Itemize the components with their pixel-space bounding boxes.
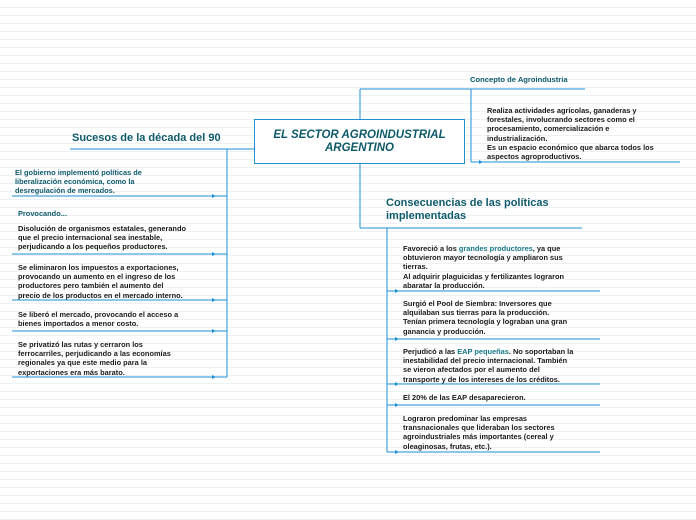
sucesos-item-5[interactable]: Se privatizó las rutas y cerraron los ferrocarriles, perjudicando a las economías regionales ya que este medio para la exportaciones era más barato.	[18, 340, 171, 377]
concepto-text[interactable]: Realiza actividades agrícolas, ganaderas y forestales, involucrando sectores como el procesamiento, comercialización e industrialización. Es un espacio económico que abarca todos los aspectos agroproductivos.	[487, 106, 654, 162]
sucesos-item-3[interactable]: Se eliminaron los impuestos a exportaciones, provocando un aumento en el ingreso de los productores pero también el aumento del precio de los productos en el mercado interno.	[18, 263, 183, 300]
consecuencias-item-3[interactable]: Perjudicó a las EAP pequeñas. No soportaban la inestabilidad del precio internacional. También se vieron afectados por el aumento del transporte y de los intereses de los créditos.	[403, 347, 574, 384]
concepto-title[interactable]: Concepto de Agroindustria	[470, 75, 568, 84]
highlight-grandes-productores: grandes productores	[458, 244, 533, 253]
consecuencias-item-5[interactable]: Lograron predominar las empresas transnacionales que lideraban los sectores agroindustriales más importantes (cereal y oleaginosas, frutas, etc.).	[403, 414, 555, 451]
central-title-line1: EL SECTOR AGROINDUSTRIAL	[273, 128, 446, 141]
sucesos-item-1[interactable]: El gobierno implementó políticas de liberalización económica, como la desregulación de mercados.	[15, 168, 142, 196]
central-topic[interactable]	[254, 119, 465, 164]
central-title-line2: ARGENTINO	[325, 141, 394, 154]
highlight-eap-pequenas: EAP pequeñas	[457, 347, 509, 356]
sucesos-item-4[interactable]: Se liberó el mercado, provocando el acceso a bienes importados a menor costo.	[18, 310, 179, 329]
consecuencias-title[interactable]: Consecuencias de las políticas implementadas	[386, 197, 549, 222]
consecuencias-item-1[interactable]: Favoreció a los grandes productores, ya que obtuvieron mayor tecnología y ampliaron sus tierras. Al adquirir plaguicidas y fertilizantes lograron abaratar la producción.	[403, 244, 564, 290]
consecuencias-item-4[interactable]: El 20% de las EAP desaparecieron.	[403, 393, 526, 402]
consecuencias-item-2[interactable]: Surgió el Pool de Siembra: Inversores que alquilaban sus tierras para la producción. Tenían primera tecnología y lograban una gran ganancia y producción.	[403, 299, 568, 336]
sucesos-title[interactable]: Sucesos de la década del 90	[72, 132, 221, 144]
provocando-label[interactable]: Provocando...	[18, 209, 67, 218]
sucesos-item-2[interactable]: Disolución de organismos estatales, generando que el precio internacional sea inestable, perjudicando a los pequeños productores.	[18, 224, 186, 252]
